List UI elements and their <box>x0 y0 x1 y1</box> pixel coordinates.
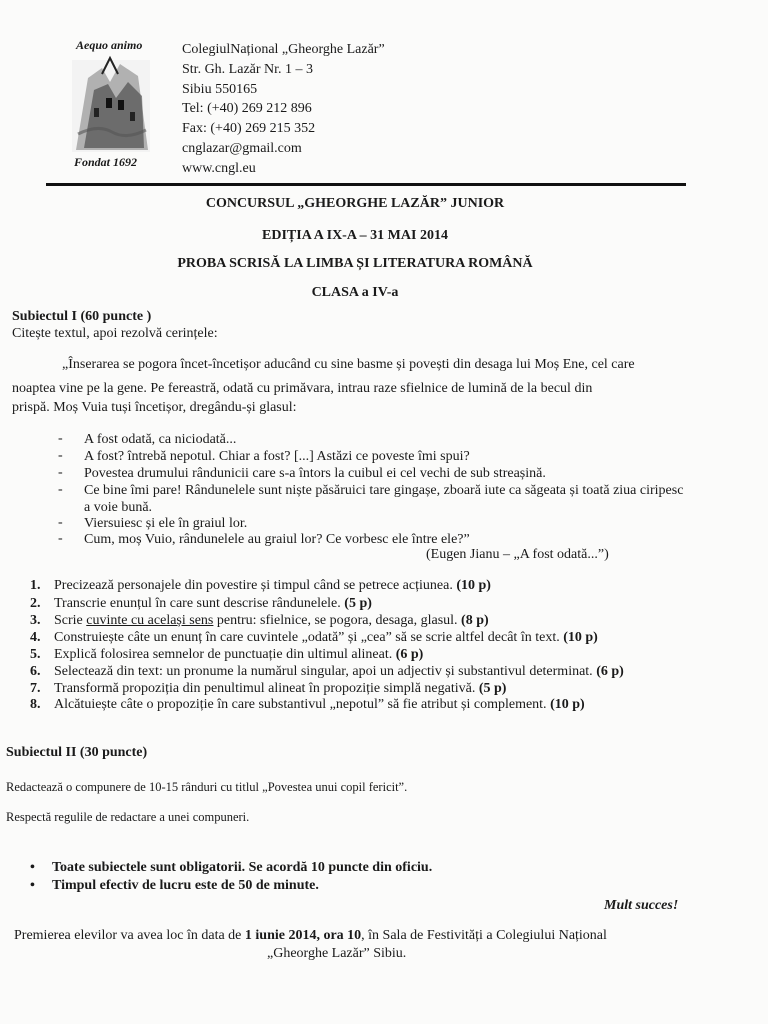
subject2-rules: Respectă regulile de redactare a unei compuneri. <box>6 810 250 824</box>
school-website: www.cngl.eu <box>182 160 256 176</box>
task-item: 6. Selectează din text: un pronume la numărul singular, apoi un adjectiv și substantivul determinat. (6 p) <box>30 664 624 679</box>
text-source: (Eugen Jianu – „A fost odată...”) <box>426 547 609 562</box>
school-name: ColegiulNațional „Gheorghe Lazăr” <box>182 42 385 57</box>
closing-wish: Mult succes! <box>604 898 679 913</box>
award-announcement: Premierea elevilor va avea loc în data de 1 iunie 2014, ora 10, în Sala de Festivități a Colegiului Național <box>14 928 607 943</box>
grade-title: CLASA a IV-a <box>311 285 399 300</box>
task-item: 3. Scrie cuvinte cu același sens pentru: sfielnice, se pogora, desaga, glasul. (8 p) <box>30 613 489 628</box>
note-item: • Toate subiectele sunt obligatorii. Se acordă 10 puncte din oficiu. <box>30 860 433 875</box>
text-paragraph-line: „Înserarea se pogora încet-încetișor aducând cu sine basme și povești din desaga lui Moș Ene, cel care <box>62 357 635 372</box>
subject1-instruction: Citește textul, apoi rezolvă cerințele: <box>12 326 218 341</box>
header-divider <box>46 183 686 186</box>
test-title: PROBA SCRISĂ LA LIMBA ȘI LITERATURA ROMÂNĂ <box>177 256 533 271</box>
logo-motto: Aequo animo <box>76 38 143 52</box>
school-fax: Fax: (+40) 269 215 352 <box>182 121 316 137</box>
subject2-task: Redactează o compunere de 10-15 rânduri cu titlul „Povestea unui copil fericit”. <box>6 780 408 794</box>
school-email: cnglazar@gmail.com <box>182 140 302 156</box>
school-street: Str. Gh. Lazăr Nr. 1 – 3 <box>182 61 314 77</box>
subject2-heading: Subiectul II (30 puncte) <box>6 745 148 760</box>
task-item: 5. Explică folosirea semnelor de punctuație din ultimul alineat. (6 p) <box>30 647 424 662</box>
school-city: Sibiu 550165 <box>182 81 258 97</box>
subject1-heading: Subiectul I (60 puncte ) <box>12 309 152 324</box>
task-item: 1. Precizează personajele din povestire și timpul când se petrece acțiunea. (10 p) <box>30 578 491 593</box>
school-phone: Tel: (+40) 269 212 896 <box>182 101 312 117</box>
logo-founded: Fondat 1692 <box>74 155 138 169</box>
award-location: „Gheorghe Lazăr” Sibiu. <box>267 946 407 961</box>
task-item: 8. Alcătuiește câte o propoziție în care substantivul „nepotul” să fie atribut și complement. (10 p) <box>30 697 585 712</box>
text-paragraph-line: prispă. Moș Vuia tuși încetișor, dregându-și glasul: <box>12 400 297 415</box>
note-item: • Timpul efectiv de lucru este de 50 de minute. <box>30 878 319 893</box>
task-item: 7. Transformă propoziția din penultimul alineat în propoziție simplă negativă. (5 p) <box>30 681 507 696</box>
edition-title: EDIȚIA A IX-A – 31 MAI 2014 <box>262 228 448 243</box>
text-paragraph-line: noaptea vine pe la gene. Pe fereastră, odată cu primăvara, intrau raze sfielnice de lumină de la becul din <box>12 381 593 396</box>
task-item: 2. Transcrie enunțul în care sunt descrise rândunelele. (5 p) <box>30 596 372 611</box>
school-building-icon <box>58 38 166 170</box>
school-logo <box>58 38 166 170</box>
school-contact <box>182 40 385 179</box>
task-item: 4. Construiește câte un enunț în care cuvintele „odată” și „cea” să se scrie altfel decât în text. (10 p) <box>30 630 598 645</box>
contest-title: CONCURSUL „GHEORGHE LAZĂR” JUNIOR <box>205 196 505 211</box>
